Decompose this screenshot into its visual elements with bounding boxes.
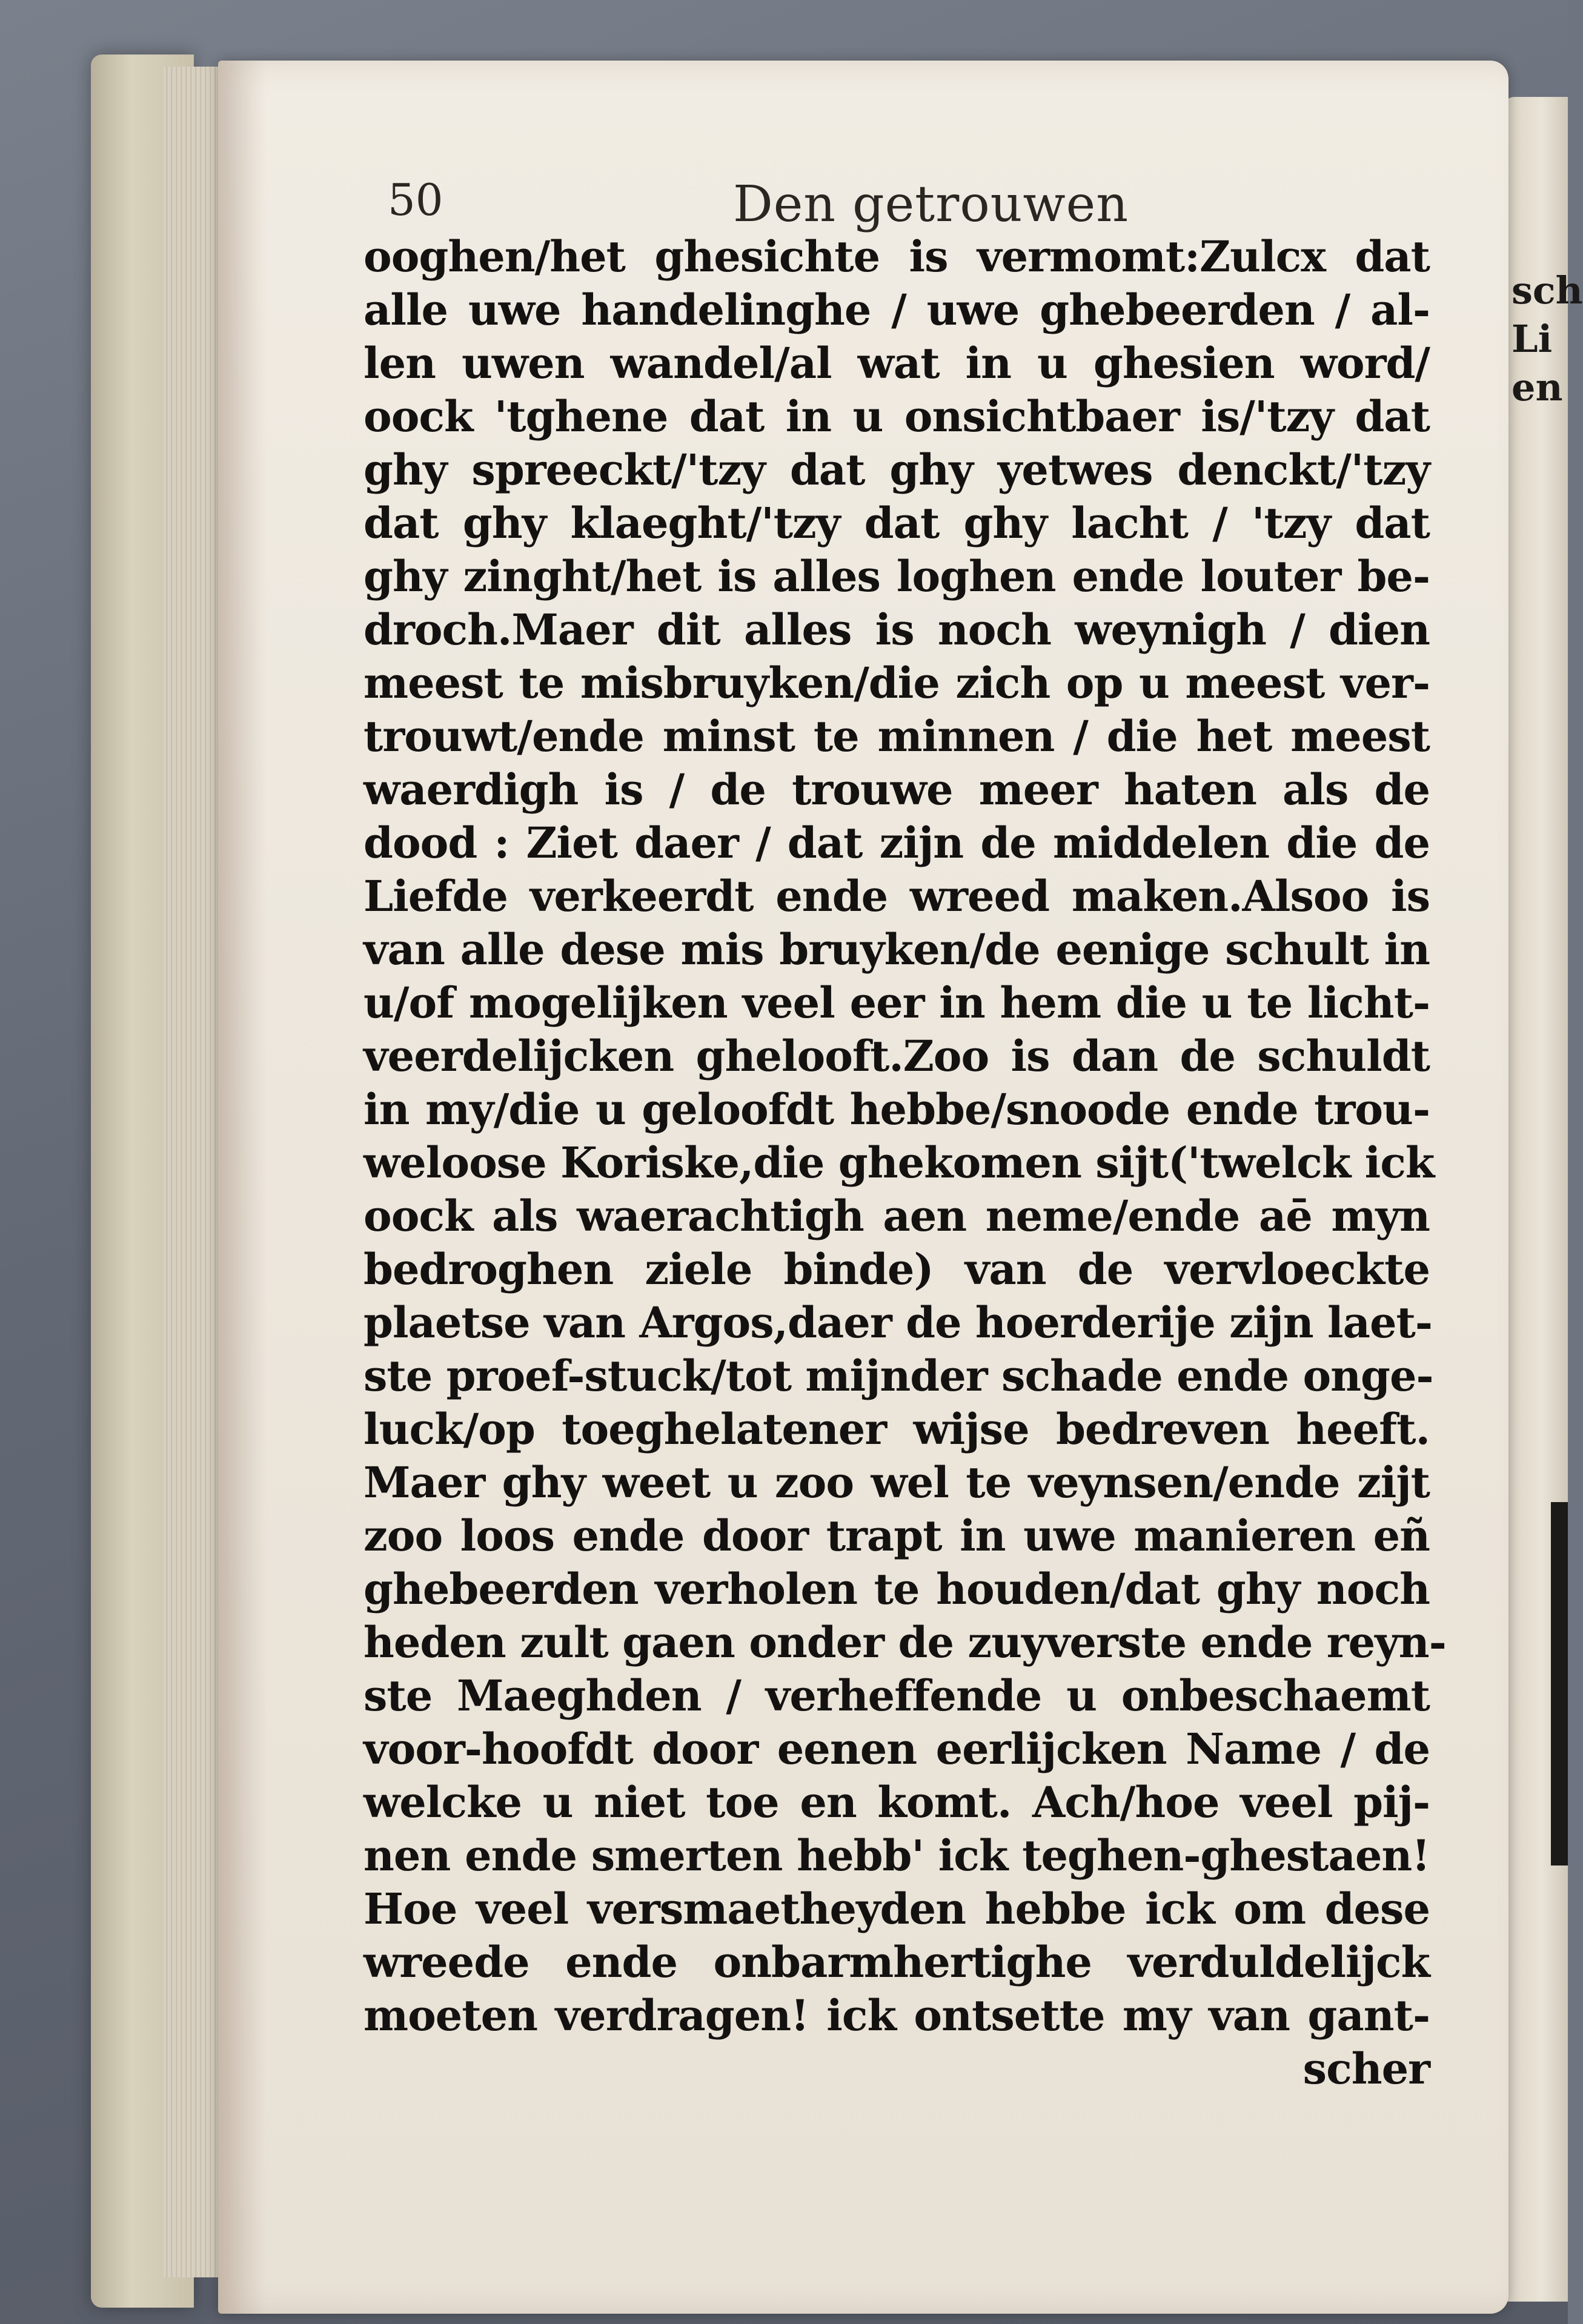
text-line: ghebeerden verholen te houden/dat ghy noch	[363, 1564, 1430, 1614]
text-line: alle uwe handelinghe / uwe ghebeerden / al-	[363, 285, 1430, 335]
text-line: van alle dese mis bruyken/de eenige schult in	[363, 924, 1430, 975]
text-line: in my/die u geloofdt hebbe/snoode ende trou-	[363, 1084, 1430, 1134]
text-line: oock 'tghene dat in u onsichtbaer is/'tzy dat	[363, 391, 1430, 442]
text-line: meest te misbruyken/die zich op u meest ver-	[363, 658, 1430, 708]
text-line: zoo loos ende door trapt in uwe manieren eñ	[363, 1511, 1430, 1561]
text-line: ste Maeghden / verheffende u onbeschaemt	[363, 1670, 1430, 1721]
catchword: scher	[1303, 2044, 1430, 2094]
text-line: Maer ghy weet u zoo wel te veynsen/ende zijt	[363, 1457, 1430, 1508]
text-line: heden zult gaen onder de zuyverste ende reyn-	[363, 1617, 1446, 1667]
text-line: voor-hoofdt door eenen eerlijcken Name / de	[363, 1724, 1430, 1774]
text-line: plaetse van Argos,daer de hoerderije zijn laet-	[363, 1297, 1432, 1348]
text-line: welcke u niet toe en komt. Ach/hoe veel pij-	[363, 1777, 1430, 1827]
facing-page-fragment: sch	[1512, 268, 1583, 313]
spine-shadow	[218, 61, 267, 2314]
text-line: u/of mogelijken veel eer in hem die u te licht-	[363, 978, 1430, 1028]
text-block	[363, 230, 1446, 2096]
text-line: ste proef-stuck/tot mijnder schade ende onge-	[363, 1351, 1433, 1401]
text-line: trouwt/ende minst te minnen / die het meest	[363, 711, 1430, 761]
facing-page-text	[1512, 266, 1583, 412]
facing-page	[1502, 97, 1583, 2302]
running-head: Den getrouwen	[733, 176, 1129, 233]
text-line: bedroghen ziele binde) van de vervloeckte	[363, 1244, 1430, 1294]
facing-page-fragment: en	[1512, 365, 1563, 409]
text-line: dood : Ziet daer / dat zijn de middelen die de	[363, 818, 1430, 868]
text-line: oock als waerachtigh aen neme/ende aē myn	[363, 1191, 1430, 1241]
text-line: ghy spreeckt/'tzy dat ghy yetwes denckt/'tzy	[363, 445, 1430, 495]
text-line: waerdigh is / de trouwe meer haten als de	[363, 764, 1430, 815]
facing-page-fragment: Li	[1512, 317, 1553, 361]
text-line: len uwen wandel/al wat in u ghesien word/	[363, 338, 1430, 388]
text-line: dat ghy klaeght/'tzy dat ghy lacht / 'tzy dat	[363, 498, 1430, 548]
text-line: wreede ende onbarmhertighe verduldelijck	[363, 1937, 1430, 1987]
text-line: moeten verdragen! ick ontsette my van gant-	[363, 1990, 1430, 2041]
text-line: veerdelijcken ghelooft.Zoo is dan de schuldt	[363, 1031, 1430, 1081]
text-line: nen ende smerten hebb' ick teghen-ghestaen!	[363, 1830, 1430, 1881]
text-line: Liefde verkeerdt ende wreed maken.Alsoo is	[363, 871, 1430, 921]
text-line: weloose Koriske,die ghekomen sijt('twelck ick	[363, 1137, 1435, 1188]
facing-page-ink	[1551, 1502, 1568, 1865]
text-line: droch.Maer dit alles is noch weynigh / dien	[363, 604, 1430, 655]
text-line: Hoe veel versmaetheyden hebbe ick om dese	[363, 1884, 1430, 1934]
text-line: ooghen/het ghesichte is vermomt:Zulcx dat	[363, 231, 1430, 282]
page-number: 50	[388, 174, 443, 225]
text-line: luck/op toeghelatener wijse bedreven heeft.	[363, 1404, 1430, 1454]
text-line: ghy zinght/het is alles loghen ende louter be-	[363, 551, 1430, 601]
